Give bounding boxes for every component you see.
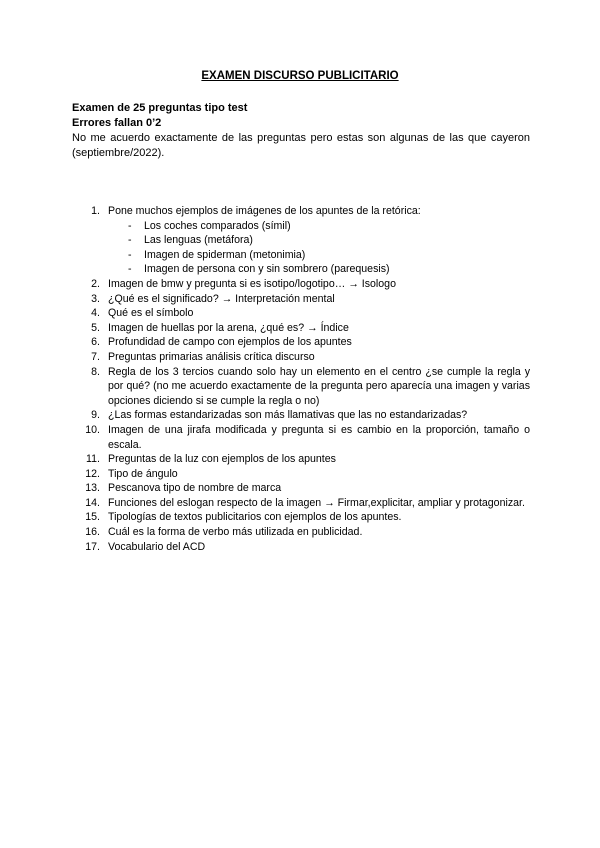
intro-block bbox=[72, 101, 530, 161]
question-text: Regla de los 3 tercios cuando solo hay un elemento en el centro ¿se cumple la regla y por qué? (no me acuerdo exactamente de la pregunta pero aparecía una imagen y varias opciones diciendo si se cumple la regla o no) bbox=[108, 365, 530, 407]
question-number: 15. bbox=[85, 511, 100, 524]
question-number: 16. bbox=[85, 526, 100, 539]
question-text: ¿Qué es el significado? → Interpretación mental bbox=[108, 292, 335, 305]
intro-note: No me acuerdo exactamente de las preguntas pero estas son algunas de las que cayeron (septiembre/2022). bbox=[72, 132, 530, 159]
question-number: 7. bbox=[91, 350, 100, 363]
question-text: Imagen de bmw y pregunta si es isotipo/logotipo… → Isologo bbox=[108, 277, 396, 290]
question-number: 1. bbox=[91, 205, 100, 217]
question-number: 14. bbox=[85, 496, 100, 509]
list-item bbox=[72, 277, 530, 292]
question-number: 2. bbox=[91, 277, 100, 290]
sub-list-item: - Imagen de spiderman (metonimia) bbox=[128, 248, 306, 261]
question-text: Preguntas de la luz con ejemplos de los apuntes bbox=[108, 453, 336, 466]
list-item bbox=[72, 452, 530, 467]
list-item bbox=[72, 204, 530, 277]
question-text: Pone muchos ejemplos de imágenes de los apuntes de la retórica: bbox=[108, 205, 421, 217]
list-item bbox=[72, 525, 530, 540]
list-item bbox=[72, 510, 530, 525]
list-item bbox=[72, 408, 530, 423]
question-text: Funciones del eslogan respecto de la imagen → Firmar,explicitar, ampliar y protagonizar. bbox=[108, 496, 525, 509]
question-number: 6. bbox=[91, 336, 100, 349]
question-number: 10. bbox=[85, 423, 100, 436]
sub-list-item: - Imagen de persona con y sin sombrero (parequesis) bbox=[128, 263, 390, 276]
question-text: Tipo de ángulo bbox=[108, 467, 178, 480]
question-number: 8. bbox=[91, 365, 100, 378]
list-item bbox=[72, 350, 530, 365]
question-text: ¿Las formas estandarizadas son más llamativas que las no estandarizadas? bbox=[108, 409, 468, 422]
question-text: Imagen de huellas por la arena, ¿qué es? → Índice bbox=[108, 321, 349, 334]
question-number: 12. bbox=[85, 467, 100, 480]
sub-item-text: Las lenguas (metáfora) bbox=[144, 234, 253, 247]
document-title: EXAMEN DISCURSO PUBLICITARIO bbox=[201, 70, 399, 82]
list-item bbox=[72, 481, 530, 496]
question-text: Cuál es la forma de verbo más utilizada en publicidad. bbox=[108, 526, 363, 539]
sub-item-text: Los coches comparados (símil) bbox=[144, 219, 291, 232]
question-number: 5. bbox=[91, 321, 100, 334]
list-item bbox=[72, 540, 530, 555]
list-item bbox=[72, 365, 530, 409]
sub-list-item: - Las lenguas (metáfora) bbox=[128, 234, 253, 247]
sub-list-item: - Los coches comparados (símil) bbox=[128, 219, 291, 232]
list-item bbox=[72, 496, 530, 511]
list-item bbox=[72, 335, 530, 350]
question-text: Vocabulario del ACD bbox=[108, 540, 206, 553]
question-number: 9. bbox=[91, 409, 100, 422]
list-item bbox=[72, 292, 530, 307]
question-list bbox=[72, 204, 530, 554]
intro-line-errors: Errores fallan 0’2 bbox=[72, 117, 162, 129]
question-number: 17. bbox=[85, 540, 100, 553]
sub-item-text: Imagen de spiderman (metonimia) bbox=[144, 248, 306, 261]
question-number: 13. bbox=[85, 482, 100, 495]
list-item bbox=[72, 306, 530, 321]
question-number: 11. bbox=[86, 453, 100, 466]
question-text: Pescanova tipo de nombre de marca bbox=[108, 482, 282, 495]
sub-item-text: Imagen de persona con y sin sombrero (parequesis) bbox=[144, 263, 390, 276]
question-text: Imagen de una jirafa modificada y pregunta si es cambio en la proporción, tamaño o escala. bbox=[108, 423, 530, 451]
list-item bbox=[72, 423, 530, 452]
question-text: Qué es el símbolo bbox=[108, 307, 194, 320]
question-text: Tipologías de textos publicitarios con ejemplos de los apuntes. bbox=[108, 511, 402, 524]
list-item bbox=[72, 467, 530, 482]
sub-list bbox=[108, 219, 530, 277]
question-text: Profundidad de campo con ejemplos de los apuntes bbox=[108, 336, 352, 349]
question-number: 3. bbox=[91, 292, 100, 305]
question-text: Preguntas primarias análisis crítica discurso bbox=[108, 350, 315, 363]
list-item bbox=[72, 321, 530, 336]
intro-line-questions: Examen de 25 preguntas tipo test bbox=[72, 102, 248, 114]
question-number: 4. bbox=[91, 307, 100, 320]
